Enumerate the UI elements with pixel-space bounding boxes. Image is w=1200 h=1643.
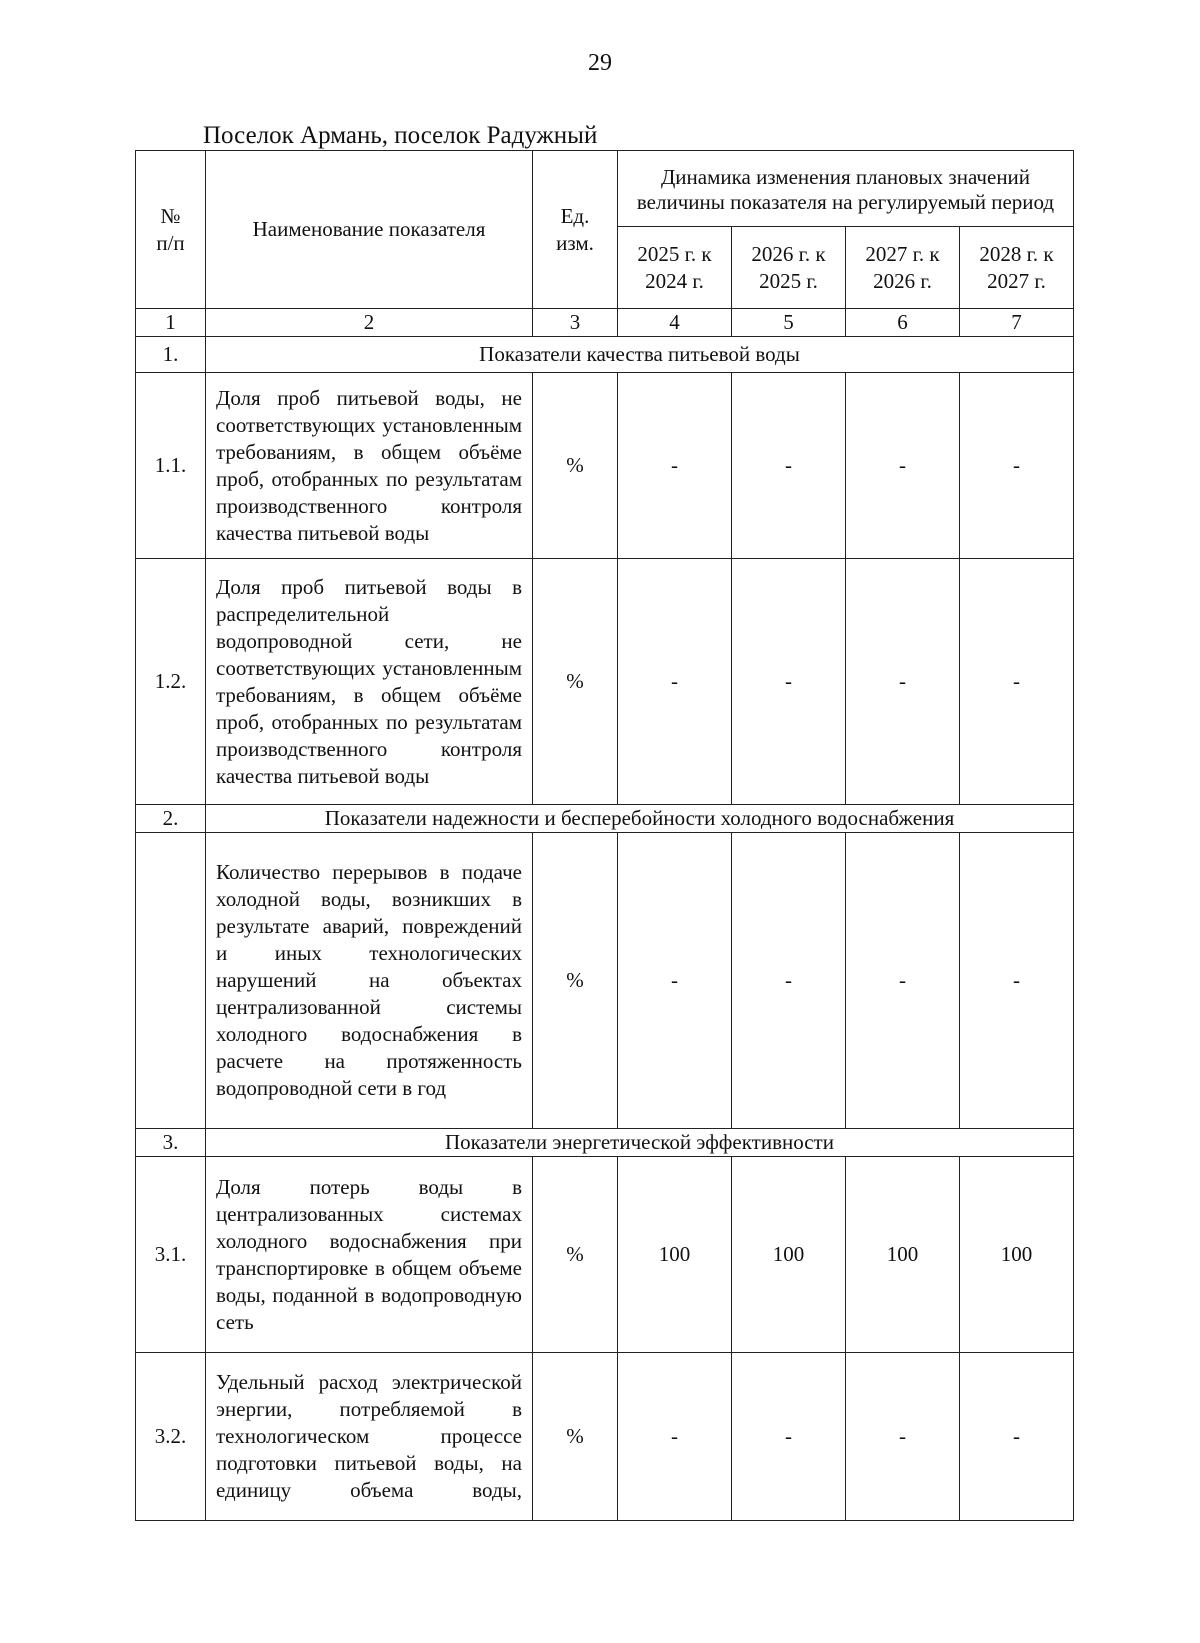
section-row (136, 805, 1074, 833)
section-title: Показатели качества питьевой воды (206, 337, 1074, 373)
table-row (136, 1157, 1074, 1353)
row-name: Доля проб питьевой воды, не соответствующих установленным требованиям, в общем объёме проб, отобранных по результатам производственного контроля качества питьевой воды (206, 373, 533, 559)
row-unit: % (533, 559, 618, 805)
row-value: - (732, 1353, 846, 1521)
header-year-1: 2025 г. к 2024 г. (618, 227, 732, 309)
row-num: 3.2. (136, 1353, 206, 1521)
row-value: - (846, 373, 960, 559)
row-num: 3.1. (136, 1157, 206, 1353)
column-number: 1 (136, 309, 206, 337)
row-unit: % (533, 1353, 618, 1521)
row-value: 100 (960, 1157, 1074, 1353)
column-number: 5 (732, 309, 846, 337)
row-unit: % (533, 833, 618, 1129)
row-value: - (960, 1353, 1074, 1521)
section-title: Показатели надежности и бесперебойности холодного водоснабжения (206, 805, 1074, 833)
row-value: - (960, 559, 1074, 805)
column-numbers-row (136, 309, 1074, 337)
section-row (136, 337, 1074, 373)
table-row (136, 373, 1074, 559)
row-name: Удельный расход электрической энергии, потребляемой в технологическом процессе подготовки питьевой воды, на единицу объема воды, (206, 1353, 533, 1521)
row-value: 100 (618, 1157, 732, 1353)
column-number: 3 (533, 309, 618, 337)
row-value: - (618, 373, 732, 559)
row-value: - (846, 833, 960, 1129)
header-year-3: 2027 г. к 2026 г. (846, 227, 960, 309)
row-name: Доля потерь воды в централизованных системах холодного водоснабжения при транспортировке в общем объеме воды, поданной в водопроводную сеть (206, 1157, 533, 1353)
row-name: Количество перерывов в подаче холодной воды, возникших в результате аварий, повреждений и иных технологических нарушений на объектах централизованной системы холодного водоснабжения в расчете на протяженность водопроводной сети в год (206, 833, 533, 1129)
column-number: 6 (846, 309, 960, 337)
row-value: - (846, 1353, 960, 1521)
table-row (136, 559, 1074, 805)
row-value: 100 (732, 1157, 846, 1353)
row-value: - (846, 559, 960, 805)
table-row (136, 1353, 1074, 1521)
header-num: № п/п (136, 151, 206, 309)
row-value: - (732, 559, 846, 805)
row-value: - (732, 833, 846, 1129)
row-value: - (618, 559, 732, 805)
row-unit: % (533, 1157, 618, 1353)
section-title: Показатели энергетической эффективности (206, 1129, 1074, 1157)
row-value: 100 (846, 1157, 960, 1353)
section-num: 1. (136, 337, 206, 373)
row-value: - (960, 373, 1074, 559)
section-row (136, 1129, 1074, 1157)
row-unit: % (533, 373, 618, 559)
section-num: 3. (136, 1129, 206, 1157)
row-name: Доля проб питьевой воды в распределительной водопроводной сети, не соответствующих установленным требованиям, в общем объёме проб, отобранных по результатам производственного контроля качества питьевой воды (206, 559, 533, 805)
header-year-4: 2028 г. к 2027 г. (960, 227, 1074, 309)
header-unit: Ед. изм. (533, 151, 618, 309)
row-num: 1.2. (136, 559, 206, 805)
row-num: 1.1. (136, 373, 206, 559)
page-number: 29 (588, 50, 612, 76)
column-number: 4 (618, 309, 732, 337)
header-dynamics: Динамика изменения плановых значений величины показателя на регулируемый период (618, 151, 1074, 227)
row-value: - (618, 833, 732, 1129)
row-value: - (732, 373, 846, 559)
indicators-table (135, 150, 1074, 1521)
document-title: Поселок Армань, поселок Радужный (203, 122, 598, 149)
row-value: - (618, 1353, 732, 1521)
column-number: 7 (960, 309, 1074, 337)
table-row (136, 833, 1074, 1129)
row-value: - (960, 833, 1074, 1129)
header-year-2: 2026 г. к 2025 г. (732, 227, 846, 309)
header-name: Наименование показателя (206, 151, 533, 309)
section-num: 2. (136, 805, 206, 833)
row-num (136, 833, 206, 1129)
column-number: 2 (206, 309, 533, 337)
